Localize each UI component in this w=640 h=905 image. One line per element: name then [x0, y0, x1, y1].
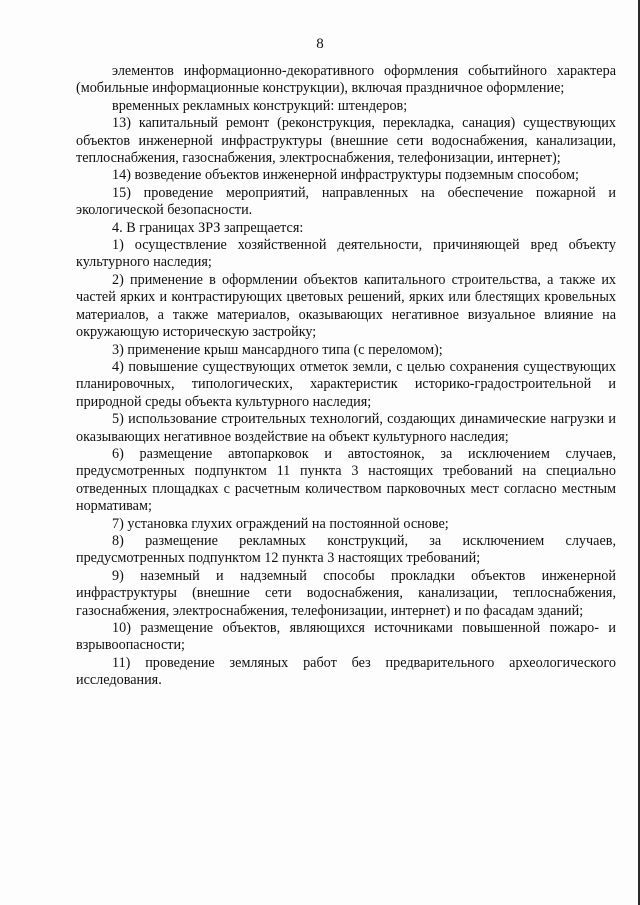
paragraph: 7) установка глухих ограждений на постоянной основе; — [112, 515, 449, 532]
paragraph: 9) наземный и надземный способы прокладки объектов инженерной инфраструктуры (внешние сети водоснабжения, канализации, теплоснабжения, газоснабжения, электроснабжения, телефонизации, интернет) и по фасадам зданий; — [76, 567, 616, 619]
paragraph: 8) размещение рекламных конструкций, за исключением случаев, предусмотренных подпунктом 12 пункта 3 настоящих требований; — [76, 532, 616, 567]
paragraph: 15) проведение мероприятий, направленных на обеспечение пожарной и экологической безопасности. — [76, 184, 616, 219]
paragraph: элементов информационно-декоративного оформления событийного характера (мобильные информационные конструкции), включая праздничное оформление; — [76, 63, 616, 97]
paragraph: 4) повышение существующих отметок земли, с целью сохранения существующих планировочных, типологических, характеристик историко-градостроительной и природной среды объекта культурного наследия; — [76, 358, 616, 410]
page-number: 8 — [316, 36, 324, 52]
paragraph: 11) проведение земляных работ без предварительного археологического исследования. — [76, 654, 616, 689]
paragraph: 3) применение крыш мансардного типа (с переломом); — [112, 341, 443, 358]
paragraph: 1) осуществление хозяйственной деятельности, причиняющей вред объекту культурного наследия; — [76, 237, 616, 271]
paragraph: 14) возведение объектов инженерной инфраструктуры подземным способом; — [112, 167, 579, 184]
document-body — [76, 63, 616, 690]
paragraph: 10) размещение объектов, являющихся источниками повышенной пожаро- и взрывоопасности; — [76, 620, 616, 654]
paragraph: 2) применение в оформлении объектов капитального строительства, а также их частей ярких и контрастирующих цветовых решений, ярких или блестящих кровельных материалов, а также материалов, оказывающих негативное визуальное влияние на окружающую историческую застройку; — [76, 271, 616, 341]
paragraph: 5) использование строительных технологий, создающих динамические нагрузки и оказывающих негативное воздействие на объект культурного наследия; — [76, 411, 616, 445]
paragraph: временных рекламных конструкций: штендеров; — [112, 97, 408, 114]
paragraph: 13) капитальный ремонт (реконструкция, перекладка, санация) существующих объектов инженерной инфраструктуры (внешние сети водоснабжения, канализации, теплоснабжения, газоснабжения, электроснабжения, телефонизации, интернет); — [76, 115, 616, 167]
section-heading: 4. В границах ЗРЗ запрещается: — [112, 219, 304, 236]
paragraph: 6) размещение автопарковок и автостоянок, за исключением случаев, предусмотренных подпунктом 11 пункта 3 настоящих требований на специально отведенных площадках с расчетным количеством парковочных мест согласно местным нормативам; — [76, 445, 616, 515]
